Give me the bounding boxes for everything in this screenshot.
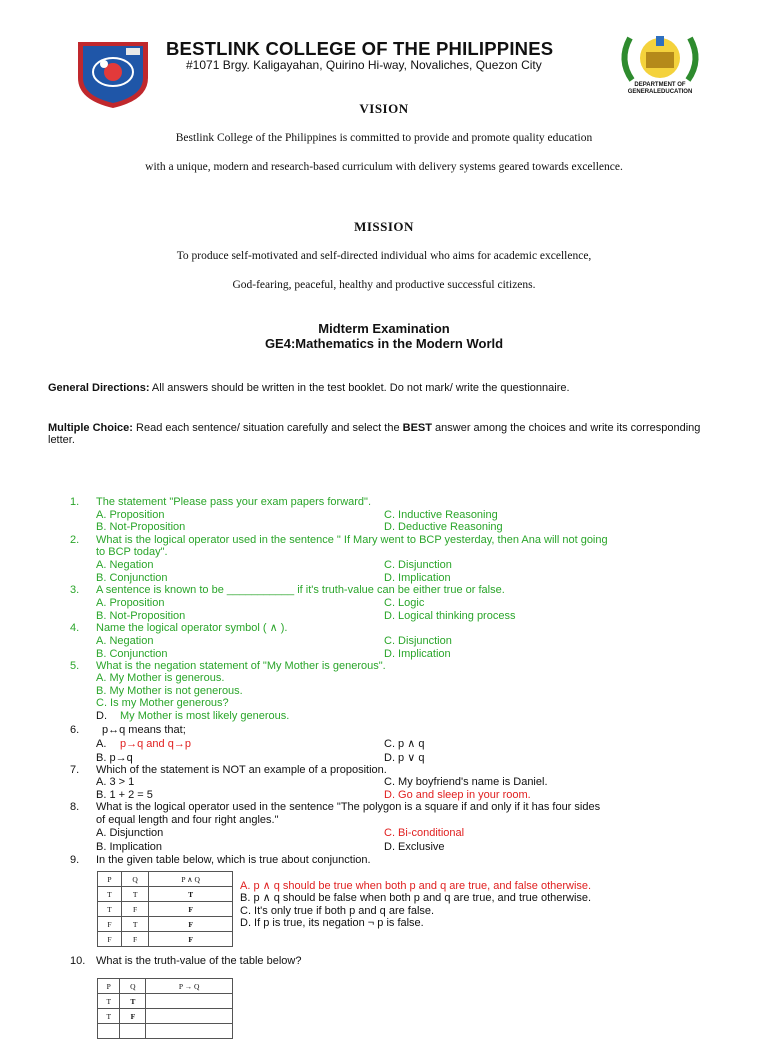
mc-label: Multiple Choice: (48, 422, 133, 434)
table-row (98, 872, 233, 887)
q7-choice-a: A. 3 > 1 (96, 776, 135, 788)
college-address: #1071 Brgy. Kaligayahan, Quirino Hi-way, Novaliches, Quezon City (186, 58, 542, 72)
table-cell: T (98, 994, 120, 1009)
table-cell: P ∧ Q (149, 872, 233, 887)
table-cell: F (149, 902, 233, 917)
table-cell: P → Q (146, 979, 233, 994)
q1-number: 1. (70, 496, 80, 508)
q10-text: What is the truth-value of the table below? (96, 955, 302, 967)
q6-choice-d: D. p ∨ q (384, 752, 425, 764)
table-cell: Q (121, 872, 148, 887)
table-row (98, 1009, 233, 1024)
q5-choice-d: My Mother is most likely generous. (120, 710, 290, 722)
table-cell: F (120, 1009, 146, 1024)
q3-choice-d: D. Logical thinking process (384, 610, 516, 622)
exam-subject: GE4:Mathematics in the Modern World (264, 336, 504, 351)
mission-title: MISSION (354, 219, 414, 234)
dept-label-line1: DEPARTMENT OF (634, 82, 686, 88)
table-cell (146, 1009, 233, 1024)
table-cell: Q (120, 979, 146, 994)
q9-number: 9. (70, 854, 80, 866)
q6-choice-c: C. p ∧ q (384, 738, 425, 750)
q4-number: 4. (70, 622, 80, 634)
q4-choice-a: A. Negation (96, 635, 154, 647)
table-row (98, 887, 233, 902)
q4-choice-d: D. Implication (384, 648, 451, 660)
q5-choice-c: C. Is my Mother generous? (96, 697, 229, 709)
exam-title: Midterm Examination (318, 321, 450, 336)
q2-choice-a: A. Negation (96, 559, 154, 571)
vision-title: VISION (359, 101, 409, 116)
q2-choice-d: D. Implication (384, 572, 451, 584)
dept-label-line2: GENERALEDUCATION (627, 89, 693, 95)
department-label (612, 82, 708, 96)
q1-choice-b: B. Not-Proposition (96, 521, 186, 533)
q5-choice-a: A. My Mother is generous. (96, 672, 225, 684)
vision-line-1: Bestlink College of the Philippines is committed to provide and promote quality education (175, 132, 593, 144)
q2-text-1: What is the logical operator used in the sentence " If Mary went to BCP yesterday, then Ana will not going (96, 534, 608, 546)
q3-choice-a: A. Proposition (96, 597, 165, 609)
q6-choice-a-letter: A. (96, 738, 107, 750)
q6-number: 6. (70, 724, 80, 736)
table-cell: P (98, 979, 120, 994)
q8-choice-d: D. Exclusive (384, 841, 445, 853)
mission-line-2: God-fearing, peaceful, healthy and productive successful citizens. (232, 279, 536, 291)
q9-choice-c: C. It's only true if both p and q are false. (240, 905, 435, 917)
q3-choice-c: C. Logic (384, 597, 425, 609)
q9-choice-b: B. p ∧ q should be false when both p and q are true, and true otherwise. (240, 892, 592, 904)
table-cell: F (121, 902, 148, 917)
college-name: BESTLINK COLLEGE OF THE PHILIPPINES (166, 38, 554, 59)
table-cell: F (98, 932, 122, 947)
q8-text-1: What is the logical operator used in the sentence "The polygon is a square if and only if it has four sides (96, 801, 601, 813)
q4-choice-b: B. Conjunction (96, 648, 168, 660)
table-cell: F (149, 917, 233, 932)
table-cell (146, 1024, 233, 1039)
q5-number: 5. (70, 660, 80, 672)
vision-line-2: with a unique, modern and research-based curriculum with delivery systems geared towards excellence. (145, 161, 623, 173)
q7-choice-c: C. My boyfriend's name is Daniel. (384, 776, 548, 788)
q6-choice-b: B. p→q (96, 752, 133, 764)
q5-text: What is the negation statement of "My Mother is generous". (96, 660, 386, 672)
mc-text-1: Read each sentence/ situation carefully and select the (132, 422, 403, 434)
q9-text: In the given table below, which is true about conjunction. (96, 854, 371, 866)
general-directions-text: All answers should be written in the test booklet. Do not mark/ write the questionnaire. (149, 382, 570, 394)
table-cell: T (121, 917, 148, 932)
q5-choice-b: B. My Mother is not generous. (96, 685, 243, 697)
table-row (98, 902, 233, 917)
q7-number: 7. (70, 764, 80, 776)
q1-text: The statement "Please pass your exam papers forward". (96, 496, 371, 508)
q1-choice-c: C. Inductive Reasoning (384, 509, 498, 521)
table-cell (98, 1024, 120, 1039)
q2-number: 2. (70, 534, 80, 546)
q2-choice-c: C. Disjunction (384, 559, 452, 571)
table-cell: T (98, 887, 122, 902)
table-cell: P (98, 872, 122, 887)
q1-choice-d: D. Deductive Reasoning (384, 521, 503, 533)
q7-choice-b: B. 1 + 2 = 5 (96, 789, 153, 801)
table-row (98, 979, 233, 994)
table-row (98, 932, 233, 947)
table-row (98, 917, 233, 932)
q6-choice-a: p→q and q→p (120, 738, 191, 750)
q10-number: 10. (70, 955, 86, 967)
table-cell: F (98, 917, 122, 932)
multiple-choice-directions (48, 422, 728, 446)
table-cell: T (98, 902, 122, 917)
table-cell (120, 1024, 146, 1039)
mc-best: BEST (402, 422, 432, 434)
mission-line-1: To produce self-motivated and self-directed individual who aims for academic excellence, (176, 250, 592, 262)
q9-choice-d: D. If p is true, its negation ¬ p is false. (240, 917, 424, 929)
table-row (98, 1024, 233, 1039)
mc-text-2: answer among the choices and write its corresponding letter. (48, 422, 701, 446)
table-cell: T (121, 887, 148, 902)
general-directions (48, 382, 728, 394)
q3-number: 3. (70, 584, 80, 596)
q4-text: Name the logical operator symbol ( ∧ ). (96, 622, 288, 634)
table-cell: F (149, 932, 233, 947)
table-cell (146, 994, 233, 1009)
q2-text-2: to BCP today". (96, 546, 168, 558)
q7-text: Which of the statement is NOT an example of a proposition. (96, 764, 387, 776)
q3-choice-b: B. Not-Proposition (96, 610, 186, 622)
q8-choice-a: A. Disjunction (96, 827, 164, 839)
table-row (98, 994, 233, 1009)
q2-choice-b: B. Conjunction (96, 572, 168, 584)
general-directions-label: General Directions: (48, 382, 150, 394)
q9-choice-a: A. p ∧ q should be true when both p and q are true, and false otherwise. (240, 880, 592, 892)
q8-choice-b: B. Implication (96, 841, 163, 853)
q8-number: 8. (70, 801, 80, 813)
q10-truth-table (97, 978, 233, 1039)
q6-text: p↔q means that; (102, 724, 186, 736)
q1-choice-a: A. Proposition (96, 509, 165, 521)
q8-text-2: of equal length and four right angles." (96, 814, 279, 826)
q9-truth-table (97, 871, 233, 947)
table-cell: F (121, 932, 148, 947)
q8-choice-c: C. Bi-conditional (384, 827, 465, 839)
q5-choice-d-letter: D. (96, 710, 107, 722)
table-cell: T (149, 887, 233, 902)
college-seal-logo (72, 38, 154, 110)
q3-text: A sentence is known to be ___________ if it's truth-value can be either true or false. (96, 584, 505, 596)
table-cell: T (120, 994, 146, 1009)
q4-choice-c: C. Disjunction (384, 635, 452, 647)
table-cell: T (98, 1009, 120, 1024)
q7-choice-d: D. Go and sleep in your room. (384, 789, 531, 801)
